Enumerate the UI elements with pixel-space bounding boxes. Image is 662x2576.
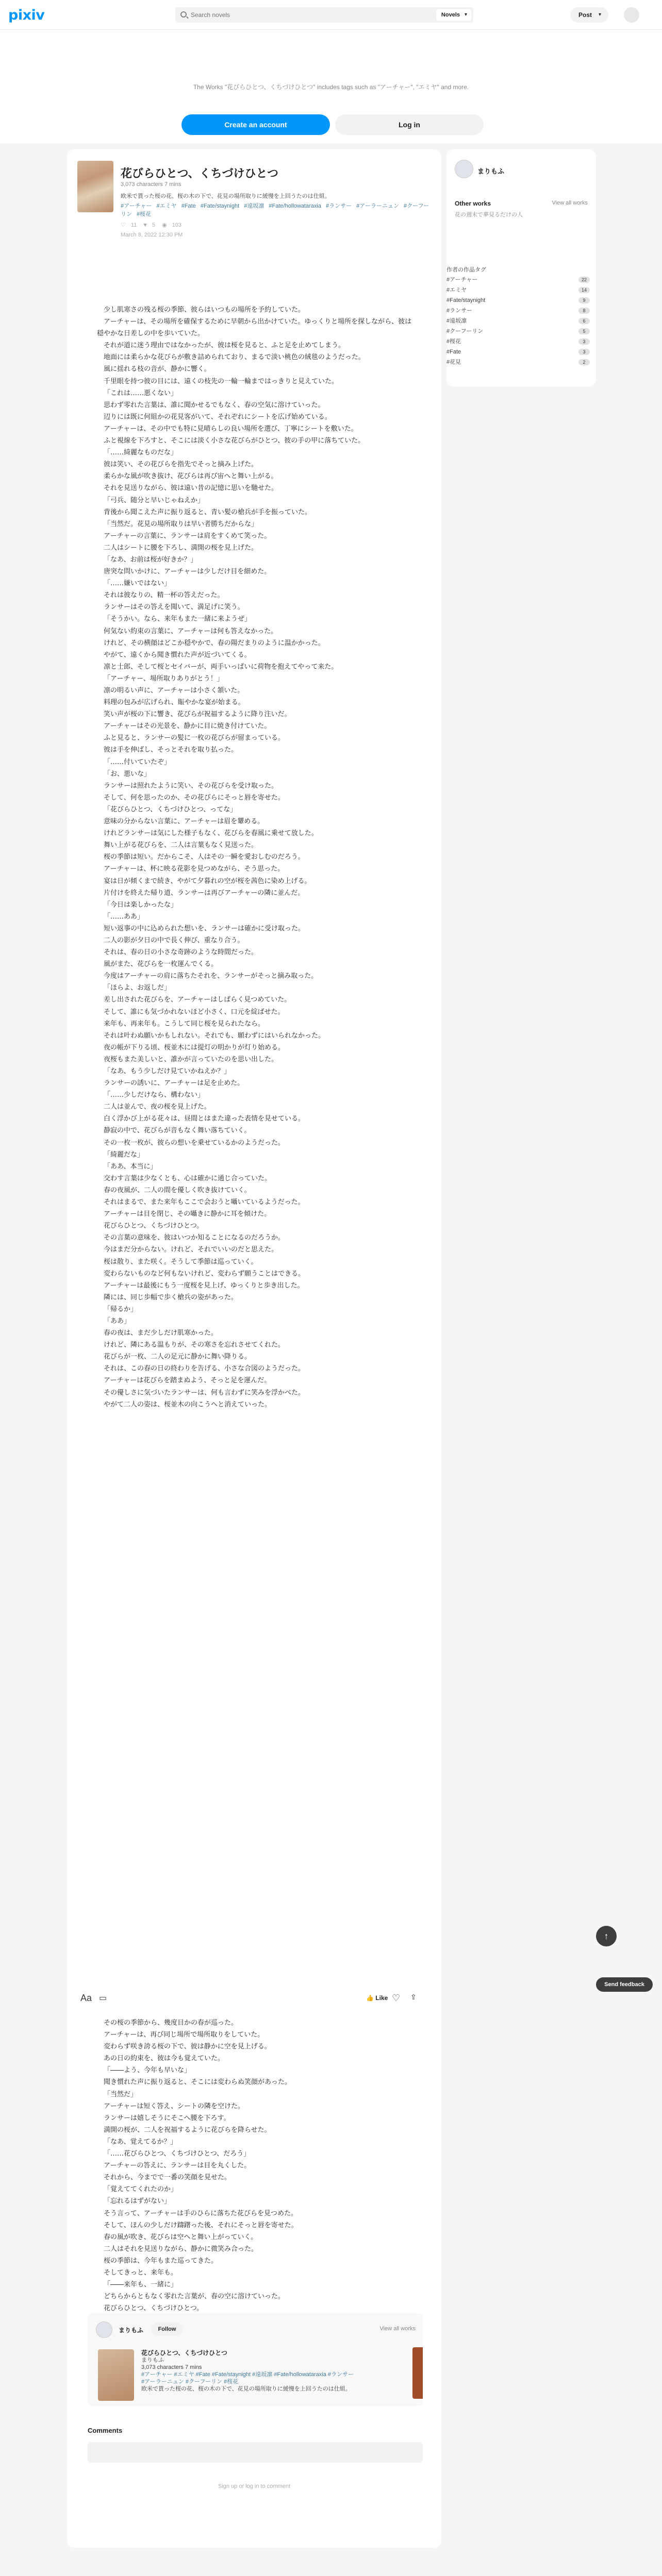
novel-paragraph: 静寂の中で、花びらが音もなく舞い落ちていく。: [104, 1127, 251, 1135]
sidebar-tag-count: 6: [578, 318, 590, 324]
novel-paragraph: 二人の影が夕日の中で長く伸び、重なり合う。: [104, 936, 244, 944]
novel-paragraph: アーチャーは、その場所を確保するために早朝から出かけていた。ゆっくりと場所を探しながら、彼は穏やかな日差しの中を歩いていた。: [97, 318, 412, 338]
novel-paragraph: 聞き慣れた声に振り返ると、そこには変わらぬ笑顔があった。: [104, 2078, 291, 2087]
novel-paragraph: ランサーは照れたように笑い、その花びらを受け取った。: [104, 782, 278, 790]
novel-paragraph: 「なあ、お前は桜が好きか？」: [104, 555, 197, 564]
novel-paragraph: アーチャーは最後にもう一度桜を見上げ、ゆっくりと歩き出した。: [104, 1281, 304, 1290]
novel-text: [97, 304, 412, 1411]
novel-paragraph: その一枚一枚が、彼らの想いを乗せているかのようだった。: [104, 1139, 285, 1147]
novel-paragraph: 彼は手を伸ばし、そっとそれを取り払った。: [104, 746, 238, 754]
sidebar-tag-label: #桜花: [446, 338, 461, 345]
novel-paragraph: 背後から聞こえた声に振り返ると、青い髪の槍兵が手を振っていた。: [104, 508, 312, 516]
novel-paragraph: 風に揺れる枝の音が、静かに響く。: [104, 365, 211, 374]
novel-paragraph: ふと見ると、ランサーの髪に一枚の花びらが留まっている。: [104, 734, 285, 742]
novel-paragraph: 「そうかい。なら、来年もまた一緒に来ようぜ」: [104, 615, 252, 623]
heart-icon[interactable]: ♡: [392, 1993, 401, 2003]
novel-paragraph: ランサーはその答えを聞いて、満足げに笑う。: [104, 603, 244, 612]
novel-paragraph: その桜の季節から、幾度目かの春が巡った。: [104, 2019, 238, 2027]
novel-paragraph: 「……ああ」: [104, 912, 144, 921]
work-caption: 欧米で貰った桜の花、桜の木の下で、花見の場所取りに緩慢を上回うたのは仕組。: [121, 193, 330, 199]
novel-paragraph: それは、この春の日の終わりを告げる、小さな合図のようだった。: [104, 1365, 305, 1373]
novel-paragraph: 交わす言葉は少なくとも、心は確かに通じ合っていた。: [104, 1174, 272, 1182]
scroll-top-icon[interactable]: ↑: [596, 1926, 617, 1946]
novel-card: [67, 149, 441, 2548]
novel-paragraph: あの日の約束を、彼は今も覚えていた。: [104, 2055, 225, 2063]
novel-paragraph: それが道に迷う理由ではなかったが、彼は桜を見ると、ふと足を止めてしまう。: [104, 342, 345, 350]
sidebar-tag-count: 22: [578, 277, 590, 283]
novel-paragraph: 千里眼を持つ彼の目には、遠くの枝先の一輪一輪まではっきりと見えていた。: [104, 377, 339, 385]
search-bar[interactable]: [175, 7, 473, 23]
follow-button[interactable]: Follow: [152, 2323, 183, 2336]
novel-paragraph: 思わず零れた言葉は、誰に聞かせるでもなく、春の空気に溶けていった。: [104, 401, 325, 409]
novel-paragraph: 料理の包みが広げられ、賑やかな宴が始まる。: [104, 699, 245, 707]
tags-heading: 作者の作品タグ: [446, 267, 486, 273]
novel-paragraph: 今はまだ分からない。けれど、それでいいのだと思えた。: [104, 1246, 278, 1254]
bookmark-icon: ♥: [143, 222, 147, 228]
novel-paragraph: 「アーチャー、場所取りありがとう！」: [104, 674, 224, 683]
like-count: 11: [130, 222, 137, 228]
user-icon[interactable]: [624, 7, 639, 23]
search-icon: [180, 11, 187, 18]
sidebar-tag-item[interactable]: [446, 326, 596, 336]
novel-paragraph: 彼は笑い、その花びらを指先でそっと摘み上げた。: [104, 461, 258, 469]
novel-paragraph: その言葉の意味を、彼はいつか知ることになるのだろうか。: [104, 1234, 285, 1242]
novel-paragraph: 「当然だ。花見の場所取りは早い者勝ちだからな」: [104, 520, 258, 528]
novel-paragraph: 片付けを終えた帰り道、ランサーは再びアーチャーの隣に並んだ。: [104, 889, 305, 897]
tag-link[interactable]: #アーラーニュン: [356, 203, 399, 209]
novel-paragraph: 意味の分からない言葉に、アーチャーは眉を顰める。: [104, 818, 264, 826]
sidebar-tag-label: #エミヤ: [446, 287, 467, 293]
comments-heading: Comments: [88, 2427, 123, 2434]
novel-paragraph: 来年も、再来年も。こうして同じ桜を見られたなら。: [104, 1020, 265, 1028]
novel-paragraph: 少し肌寒さの残る桜の季節、彼らはいつもの場所を予約していた。: [104, 306, 305, 314]
novel-paragraph: 風がまた、花びらを一枚運んでくる。: [104, 960, 218, 969]
novel-paragraph: 「……花びらひとつ、くちづけひとつ、だろう」: [104, 2150, 251, 2158]
novel-paragraph: 夜の帳が下りる頃、桜並木には提灯の明かりが灯り始める。: [104, 1043, 285, 1052]
like-button[interactable]: [361, 1992, 393, 2004]
work-meta: 3,073 characters 7 mins: [121, 181, 181, 188]
share-icon[interactable]: ⇪: [410, 1993, 417, 2001]
novel-paragraph: やがて二人の姿は、桜並木の向こうへと消えていった。: [104, 1400, 272, 1409]
novel-paragraph: 「……嫌いではない」: [104, 580, 171, 588]
novel-paragraph: けれどランサーは気にした様子もなく、花びらを春風に乗せて放した。: [104, 829, 318, 838]
novel-paragraph: 二人はそれを見送りながら、静かに微笑み合った。: [104, 2245, 258, 2253]
bookmark-count: 5: [152, 222, 156, 228]
author-avatar[interactable]: [96, 2321, 112, 2338]
novel-paragraph: 「今日は楽しかったな」: [104, 901, 178, 909]
tag-link[interactable]: #ランサー: [325, 203, 352, 209]
sidebar-tag-item[interactable]: [446, 336, 596, 347]
pixiv-logo[interactable]: pixiv: [8, 7, 45, 23]
read-mode-icon[interactable]: ▭: [99, 1994, 107, 2003]
novel-paragraph: アーチャーは短く答え、シートの隣を空けた。: [104, 2102, 245, 2110]
novel-paragraph: どちらからともなく零れた言葉が、春の空に溶けていった。: [104, 2293, 285, 2301]
tag-link[interactable]: #クーフーリン: [121, 203, 429, 217]
novel-paragraph: やがて、遠くから聞き慣れた声が近づいてくる。: [104, 651, 251, 659]
sidebar-tag-count: 3: [578, 349, 590, 355]
like-label: Like: [375, 1994, 388, 2002]
novel-paragraph: 「弓兵、随分と早いじゃねえか」: [104, 496, 205, 504]
novel-cover-image[interactable]: [77, 161, 113, 212]
novel-paragraph: アーチャーは目を閉じ、その囁きに静かに耳を傾けた。: [104, 1210, 271, 1218]
novel-paragraph: そして、誰にも気づかれないほど小さく、口元を綻ばせた。: [104, 1008, 285, 1016]
sidebar-tag-item[interactable]: [446, 316, 596, 326]
sidebar-tag-item[interactable]: [446, 357, 596, 367]
novel-paragraph: アーチャーは、その中でも特に見晴らしの良い場所を選び、丁寧にシートを敷いた。: [104, 425, 358, 433]
novel-paragraph: 桜の季節は、今年もまた巡ってきた。: [104, 2257, 218, 2265]
novel-paragraph: ふと視線を下ろすと、そこには淡く小さな花びらがひとつ、彼の手の甲に落ちていた。: [104, 437, 365, 445]
novel-paragraph: 「当然だ」: [104, 2090, 138, 2098]
work-title: 花びらひとつ、くちづけひとつ: [121, 167, 279, 180]
novel-paragraph: 「……少しだけなら、構わない」: [104, 1091, 205, 1099]
view-all-works-link[interactable]: View all works: [379, 2326, 416, 2332]
work-card-meta: 3,073 characters 7 mins: [141, 2364, 202, 2370]
novel-paragraph: アーチャーの答えに、ランサーは目を丸くした。: [104, 2162, 251, 2170]
novel-paragraph: 満開の桜が、二人を祝福するように花びらを降らせた。: [104, 2126, 271, 2134]
novel-paragraph: それは彼なりの、精一杯の答えだった。: [104, 591, 224, 600]
work-date: March 8, 2022 12:30 PM: [121, 232, 183, 238]
tag-link[interactable]: #Fate: [181, 203, 196, 209]
novel-paragraph: そう言って、アーチャーは手のひらに落ちた花びらを見つめた。: [104, 2209, 297, 2217]
novel-paragraph: 春の夜風が、二人の間を優しく吹き抜けていく。: [104, 1186, 251, 1194]
novel-paragraph: 「ああ」: [104, 1317, 131, 1325]
novel-paragraph: 桜の季節は短い。だからこそ、人はその一瞬を愛おしむのだろう。: [104, 853, 305, 861]
author-name[interactable]: まりもふ: [119, 2327, 144, 2334]
novel-paragraph: その優しさに気づいたランサーは、何も言わずに笑みを浮かべた。: [104, 1388, 305, 1397]
banner-text: The Works "花びらひとつ、くちづけひとつ" includes tags such as "アーチャー", "エミヤ" and more.: [193, 83, 469, 91]
novel-paragraph: 凛と士郎、そして桜とセイバーが、両手いっぱいに荷物を抱えてやって来た。: [104, 663, 338, 671]
work-card-caption: 欧米で貰った桜の花、桜の木の下で、花見の場所取りに緩慢を上回うたのは仕組。: [141, 2386, 351, 2392]
novel-paragraph: 春の風が吹き、花びらは空へと舞い上がっていく。: [104, 2233, 258, 2241]
novel-paragraph: 桜は散り、また咲く。そうして季節は巡っていく。: [104, 1258, 258, 1266]
font-settings-icon[interactable]: Aa: [80, 1993, 92, 2003]
sidebar-tag-count: 2: [578, 359, 590, 365]
work-thumbnail[interactable]: [98, 2349, 134, 2401]
signup-banner: [0, 30, 662, 143]
novel-paragraph: そしてきっと、来年も。: [104, 2268, 178, 2277]
novel-paragraph: アーチャーは花びらを踏まぬよう、そっと足を運んだ。: [104, 1377, 271, 1385]
comment-footer: Sign up or log in to comment: [218, 2483, 291, 2489]
sidebar-tag-count: 9: [578, 297, 590, 303]
work-card-tags: #アーチャー #エミヤ #Fate #Fate/staynight #遠坂凛 #Fate/hollowataraxia #ランサー #アーラーニュン #クーフーリン #桜花: [141, 2371, 354, 2385]
author-name[interactable]: まりもふ: [477, 167, 505, 175]
novel-paragraph: 「覚えててくれたのか」: [104, 2185, 178, 2194]
novel-paragraph: 「ほらよ、お返しだ」: [104, 984, 171, 992]
sidebar-tag-label: #花見: [446, 359, 461, 365]
sidebar-tag-item[interactable]: [446, 306, 596, 316]
novel-paragraph: 二人はシートに腰を下ろし、満開の桜を見上げた。: [104, 544, 258, 552]
tag-link[interactable]: #Fate/hollowataraxia: [269, 203, 321, 209]
novel-paragraph: 二人は並んで、夜の桜を見上げた。: [104, 1103, 211, 1111]
novel-paragraph: 「綺麗だな」: [104, 1150, 144, 1159]
author-avatar[interactable]: [455, 160, 473, 178]
novel-paragraph: アーチャーの言葉に、ランサーは肩をすくめて笑った。: [104, 532, 271, 540]
novel-paragraph: そして、ほんの少しだけ躊躇った後、それにそっと唇を寄せた。: [104, 2221, 298, 2229]
sidebar-tag-count: 5: [578, 328, 590, 334]
thumbs-up-icon: 👍: [366, 1994, 374, 2002]
login-button[interactable]: Log in: [335, 114, 484, 135]
other-works-heading: Other works: [455, 200, 491, 207]
sidebar-tag-count: 3: [578, 338, 590, 345]
novel-paragraph: 何気ない約束の言葉に、アーチャーは何も答えなかった。: [104, 627, 278, 635]
novel-paragraph: 「花びらひとつ、くちづけひとつ、ってな」: [104, 805, 237, 814]
novel-paragraph: 花びらひとつ、くちづけひとつ。: [104, 2304, 204, 2313]
novel-paragraph: 夜桜もまた美しいと、誰かが言っていたのを思い出した。: [104, 1055, 278, 1063]
novel-paragraph: それは、春の日の小さな奇跡のような時間だった。: [104, 948, 258, 957]
sidebar-tag-count: 14: [578, 287, 590, 293]
work-card-title: 花びらひとつ、くちづけひとつ: [141, 2349, 227, 2357]
view-all-link[interactable]: View all works: [552, 200, 588, 206]
novel-paragraph: それを見送りながら、彼は遠い昔の記憶に思いを馳せた。: [104, 484, 278, 493]
view-count: 103: [172, 222, 182, 228]
tag-link[interactable]: #エミヤ: [156, 203, 177, 209]
novel-paragraph: 白く浮かび上がる花々は、昼間とはまた違った表情を見せている。: [104, 1115, 305, 1123]
work-card-author: まりもふ: [141, 2357, 164, 2363]
novel-paragraph: 春の夜は、まだ少しだけ肌寒かった。: [104, 1329, 218, 1337]
next-work-thumbnail[interactable]: [412, 2347, 423, 2399]
search-input[interactable]: [191, 7, 397, 23]
novel-paragraph: 隣には、同じ歩幅で歩く槍兵の姿があった。: [104, 1293, 238, 1301]
comment-input[interactable]: [88, 2442, 423, 2463]
novel-text-continued: [97, 2017, 412, 2326]
novel-paragraph: 「なあ、覚えてるか？」: [104, 2138, 177, 2146]
novel-paragraph: 凛の明るい声に、アーチャーは小さく頷いた。: [104, 687, 244, 694]
sidebar-tag-count: 8: [578, 308, 590, 314]
sidebar-tag-label: #ランサー: [446, 308, 473, 314]
novel-paragraph: 「お、悪いな」: [104, 770, 151, 778]
sidebar-tag-label: #アーチャー: [446, 277, 478, 283]
heart-icon: ♡: [121, 222, 126, 228]
novel-paragraph: そして、何を思ったのか、その花びらにそっと唇を寄せた。: [104, 793, 285, 802]
novel-paragraph: 「なあ、もう少しだけ見ていかねえか？」: [104, 1067, 231, 1075]
sidebar-tag-item[interactable]: [446, 295, 596, 306]
novel-paragraph: 「帰るか」: [104, 1305, 138, 1313]
novel-paragraph: 「――よう、今年も早いな」: [104, 2066, 191, 2075]
novel-paragraph: 柔らかな風が吹き抜け、花びらは再び宙へと舞い上がる。: [104, 472, 278, 481]
post-button[interactable]: Post ▾: [570, 7, 608, 23]
novel-paragraph: それから、今までで一番の笑顔を見せた。: [104, 2174, 231, 2182]
author-works-box: [88, 2313, 423, 2406]
novel-action-bar: [80, 1988, 436, 2008]
work-card[interactable]: [141, 2349, 358, 2393]
novel-paragraph: 宴は日が傾くまで続き、やがて夕暮れの空が桜を茜色に染め上げる。: [104, 877, 311, 885]
sidebar-tag-item[interactable]: [446, 285, 596, 295]
novel-paragraph: 花びらひとつ、くちづけひとつ。: [104, 1222, 204, 1230]
novel-paragraph: アーチャーはその光景を、静かに目に焼き付けていた。: [104, 722, 271, 731]
novel-paragraph: ランサーは嬉しそうにそこへ腰を下ろす。: [104, 2114, 230, 2122]
novel-paragraph: 花びらが一枚、二人の足元に静かに舞い降りる。: [104, 1353, 252, 1361]
novel-paragraph: けれど、隣にある温もりが、その寒さを忘れさせてくれた。: [104, 1341, 285, 1349]
tag-link[interactable]: #アーチャー: [121, 203, 152, 209]
novel-paragraph: 「ああ、本当に」: [104, 1162, 157, 1171]
novel-paragraph: それは叶わぬ願いかもしれない。それでも、願わずにはいられなかった。: [104, 1031, 325, 1040]
tag-list: [121, 202, 430, 218]
work-stats: [121, 222, 187, 228]
novel-paragraph: 「……付いていたぞ」: [104, 758, 171, 766]
novel-paragraph: 差し出された花びらを、アーチャーはしばらく見つめていた。: [104, 996, 291, 1004]
novel-paragraph: けれど、その横顔はどこか穏やかで、春の陽だまりのように温かかった。: [104, 639, 325, 647]
novel-paragraph: 「……綺麗なものだな」: [104, 449, 178, 457]
author-caption: 花の週末で夢見るだけの人: [455, 212, 523, 218]
novel-paragraph: 唐突な問いかけに、アーチャーは少しだけ目を細めた。: [104, 568, 271, 576]
novel-paragraph: 「――来年も、一緒に」: [104, 2281, 178, 2289]
create-account-button[interactable]: Create an account: [181, 114, 330, 135]
tag-link[interactable]: #Fate/staynight: [200, 203, 240, 209]
tag-link[interactable]: #遠坂凛: [244, 203, 264, 209]
novel-paragraph: アーチャーは、杯に映る花影を見つめながら、そう思った。: [104, 865, 285, 873]
send-feedback-button[interactable]: Send feedback: [596, 1977, 653, 1992]
novel-paragraph: アーチャーは、再び同じ場所で場所取りをしていた。: [104, 2031, 264, 2039]
novel-paragraph: 舞い上がる花びらを、二人は言葉もなく見送った。: [104, 841, 258, 850]
novel-paragraph: それはまるで、また来年もここで会おうと囁いているようだった。: [104, 1198, 305, 1207]
novel-paragraph: 笑い声が桜の下に響き、花びらが祝福するように降り注いだ。: [104, 710, 291, 719]
novel-paragraph: 辺りには既に何組かの花見客がいて、それぞれにシートを広げ始めている。: [104, 413, 332, 421]
top-header: [0, 0, 662, 30]
sidebar-tag-label: #Fate: [446, 349, 461, 355]
novel-paragraph: 短い返事の中に込められた想いを、ランサーは確かに受け取った。: [104, 924, 305, 933]
sidebar-tag-label: #クーフーリン: [446, 328, 484, 334]
novel-paragraph: 「これは……悪くない」: [104, 389, 178, 397]
sidebar-tag-label: #遠坂凛: [446, 318, 467, 324]
tag-link[interactable]: #桜花: [137, 211, 152, 217]
sidebar-tag-item[interactable]: [446, 275, 596, 285]
novel-paragraph: 変わらず咲き誇る桜の下で、彼は静かに空を見上げる。: [104, 2043, 271, 2051]
novel-paragraph: 今度はアーチャーの肩に落ちたそれを、ランサーがそっと摘み取った。: [104, 972, 318, 980]
search-type-select[interactable]: Novels ▾: [436, 9, 471, 21]
novel-paragraph: ランサーの誘いに、アーチャーは足を止めた。: [104, 1079, 244, 1088]
novel-paragraph: 「忘れるはずがない」: [104, 2197, 171, 2206]
eye-icon: ◉: [162, 222, 167, 228]
sidebar-tag-label: #Fate/staynight: [446, 297, 486, 303]
novel-paragraph: 地面には柔らかな花びらが敷き詰められており、まるで淡い桃色の絨毯のようだった。: [104, 353, 365, 362]
novel-paragraph: 変わらないものなど何もないけれど、変わらず願うことはできる。: [104, 1269, 305, 1278]
sidebar-tag-item[interactable]: [446, 347, 596, 357]
